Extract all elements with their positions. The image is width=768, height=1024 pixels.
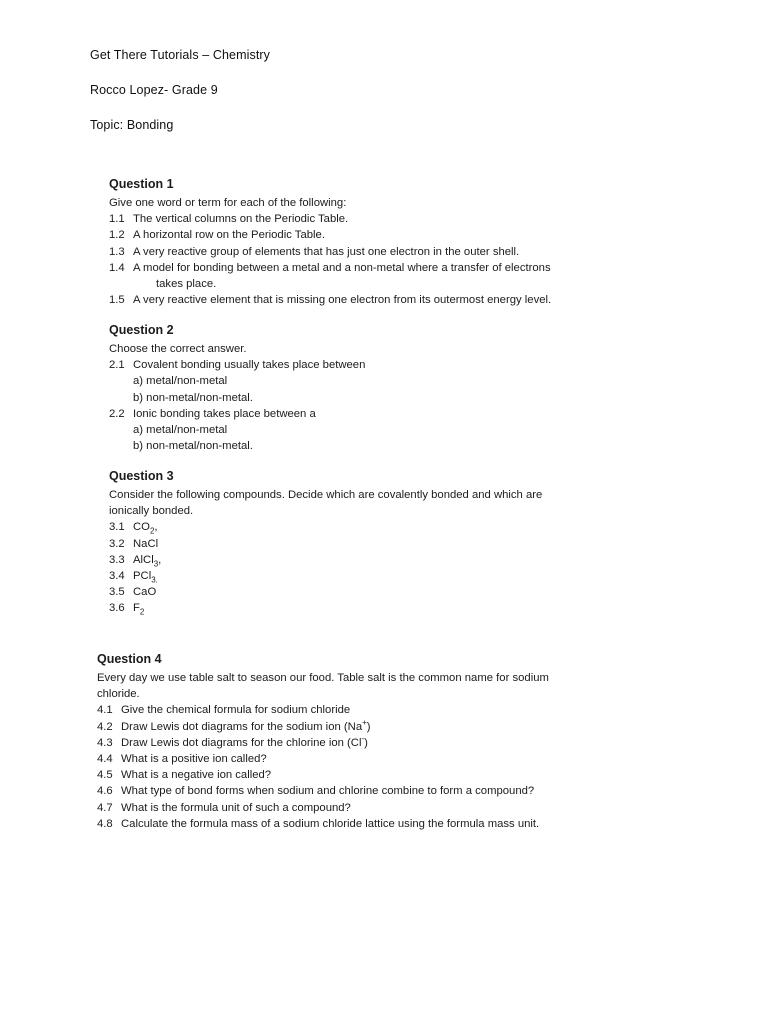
item-text: What type of bond forms when sodium and chlorine combine to form a compound? [121,785,535,798]
answer-option: a) metal/non-metal [133,424,228,437]
item-number: 3.3 [109,553,125,566]
question-2-intro: Choose the correct answer. [109,343,247,355]
item-number: 3.4 [109,570,125,583]
item-number: 1.4 [109,261,125,274]
question-item [109,244,609,260]
question-4-block [97,650,617,832]
question-item [109,406,609,422]
item-number: 4.7 [97,801,113,814]
item-text: A model for bonding between a metal and a non-metal where a transfer of electrons [133,261,551,274]
question-item [97,735,617,751]
question-item [97,702,617,718]
question-item [97,751,617,767]
item-number: 3.2 [109,537,125,550]
item-text: Covalent bonding usually takes place between [133,359,366,372]
compound-formula: AlCl$_3$, [133,553,162,569]
question-3-title: Question 3 [109,469,174,483]
question-item [97,816,617,832]
item-number: 3.5 [109,586,125,599]
item-text: Calculate the formula mass of a sodium chloride lattice using the formula mass unit. [121,817,540,830]
item-text-continuation: takes place. [156,278,217,291]
compound-item [109,568,609,584]
item-text: A very reactive group of elements that has just one electron in the outer shell. [133,245,520,258]
question-item [109,211,609,227]
compound-item [109,584,609,600]
compound-item [109,552,609,568]
item-text: What is a positive ion called? [121,753,267,766]
student-name-grade: Rocco Lopez- Grade 9 [90,83,218,97]
question-3-intro: Consider the following compounds. Decide which are covalently bonded and which are [109,489,543,501]
compound-item [109,600,609,616]
question-1-intro: Give one word or term for each of the following: [109,197,347,209]
compound-item [109,519,609,535]
question-item [109,227,609,243]
question-4-intro-continued: chloride. [97,688,140,701]
question-2-title: Question 2 [109,323,174,337]
item-number: 2.2 [109,407,125,420]
question-2-block [109,321,609,454]
answer-option: b) non-metal/non-metal. [133,391,253,404]
item-number: 4.4 [97,753,113,766]
compound-formula: PCl$_{3.}$ [133,570,158,585]
question-1-block [109,175,609,308]
item-text: A horizontal row on the Periodic Table. [133,229,325,242]
item-text: Give the chemical formula for sodium chloride [121,704,351,717]
topic-label: Topic: Bonding [90,118,174,132]
compound-formula: $F_2$ [133,602,145,617]
question-3-intro-continued: ionically bonded. [109,505,194,518]
compound-formula: $CO_2$, [133,521,158,536]
item-number: 4.8 [97,817,113,830]
question-item [109,357,609,373]
question-item [97,767,617,783]
item-number: 4.2 [97,720,113,733]
item-number: 4.5 [97,769,113,782]
question-item [97,719,617,735]
item-text: Draw Lewis dot diagrams for the chlorine ion (Cl-) [121,734,368,749]
question-item [97,800,617,816]
item-number: 1.5 [109,294,125,307]
item-number: 3.6 [109,602,125,615]
item-number: 1.2 [109,229,125,242]
question-1-title: Question 1 [109,177,174,191]
item-text: Ionic bonding takes place between a [133,407,316,420]
item-number: 4.1 [97,704,113,717]
question-item [97,783,617,799]
item-text: What is a negative ion called? [121,769,272,782]
item-number: 1.3 [109,245,125,258]
compound-formula: NaCl [133,537,159,550]
document-title: Get There Tutorials – Chemistry [90,48,271,62]
answer-option: b) non-metal/non-metal. [133,440,253,453]
item-number: 2.1 [109,359,125,372]
item-number: 4.3 [97,736,113,749]
answer-option: a) metal/non-metal [133,375,228,388]
question-4-title: Question 4 [97,652,162,666]
compound-item [109,536,609,552]
question-4-intro: Every day we use table salt to season our food. Table salt is the common name for sodium [97,672,549,684]
item-text: What is the formula unit of such a compound? [121,801,351,814]
item-number: 4.6 [97,785,113,798]
item-number: 3.1 [109,521,125,534]
compound-formula: CaO [133,586,157,599]
item-text: The vertical columns on the Periodic Table. [133,213,349,226]
question-item [109,260,609,276]
item-number: 1.1 [109,213,125,226]
item-text: Draw Lewis dot diagrams for the sodium ion (Na+) [121,717,371,733]
question-item [109,292,609,308]
item-text: A very reactive element that is missing one electron from its outermost energy level. [133,294,552,307]
question-3-block [109,467,609,617]
